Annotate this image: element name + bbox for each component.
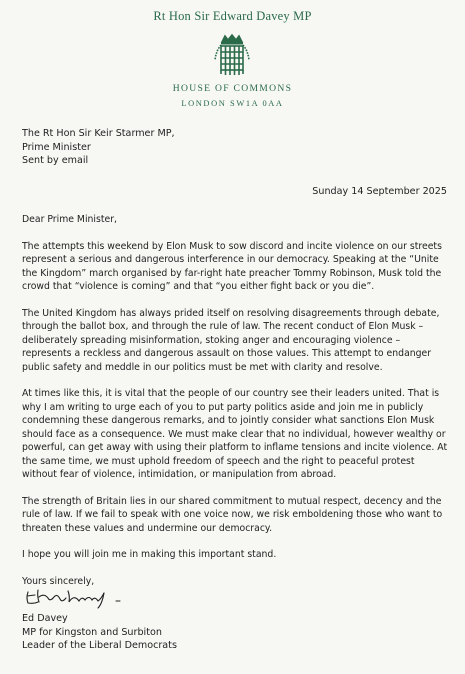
recipient-block: [22, 127, 175, 168]
portcullis-icon: [210, 33, 254, 77]
signature-block: [22, 612, 177, 653]
body-paragraph: At times like this, it is vital that the people of our country see their leaders united. That is why I am writing to urge each of you to put party politics aside and join me in publicly condemning these dangerous remarks, and to jointly consider what sanctions Elon Musk should face as a consequence. We must make clear that no individual, however wealthy or powerful, can get away with using their platform to inflame tensions and incite violence. At the same time, we must uphold freedom of speech and the right to peaceful protest without fear of violence, intimidation, or manipulation from abroad.: [22, 388, 448, 480]
body-paragraph: The strength of Britain lies in our shared commitment to mutual respect, decency and the rule of law. If we fail to speak with one voice now, we risk emboldening those who want to threaten these values and undermine our democracy.: [22, 495, 443, 534]
institution-name: HOUSE OF COMMONS: [172, 83, 293, 94]
body-paragraph: The United Kingdom has always prided itself on resolving disagreements through debate, through the ballot box, and through the rule of law. The recent conduct of Elon Musk – deliberately spreading misinformation, stoking anger and encouraging violence – represents a reckless and dangerous assault on those values. This attempt to endanger public safety and meddle in our politics must be met with clarity and resolve.: [22, 307, 440, 373]
closing: Yours sincerely,: [22, 575, 95, 587]
recipient-delivery: Sent by email: [22, 155, 89, 166]
signatory-position: Leader of the Liberal Democrats: [22, 640, 177, 651]
handwritten-signature: [24, 584, 124, 610]
sender-name: Rt Hon Sir Edward Davey MP: [153, 9, 312, 23]
signatory-name: Ed Davey: [22, 613, 68, 624]
letter-body: [22, 213, 450, 601]
body-paragraph: The attempts this weekend by Elon Musk to sow discord and incite violence on our streets represent a serious and dangerous interference in our democracy. Speaking at the “Unite the Kingdom” march organised by far-right hate preacher Tommy Robinson, Musk told the crowd that “violence is coming” and that “you either fight back or you die”.: [22, 240, 442, 292]
recipient-name: The Rt Hon Sir Keir Starmer MP,: [22, 128, 175, 139]
signatory-role: MP for Kingston and Surbiton: [22, 626, 162, 638]
salutation: Dear Prime Minister,: [22, 214, 117, 225]
recipient-title: Prime Minister: [22, 141, 91, 153]
letter-date: Sunday 14 September 2025: [312, 186, 447, 197]
institution-address: LONDON SW1A 0AA: [181, 99, 284, 108]
body-paragraph: I hope you will join me in making this important stand.: [22, 549, 277, 560]
